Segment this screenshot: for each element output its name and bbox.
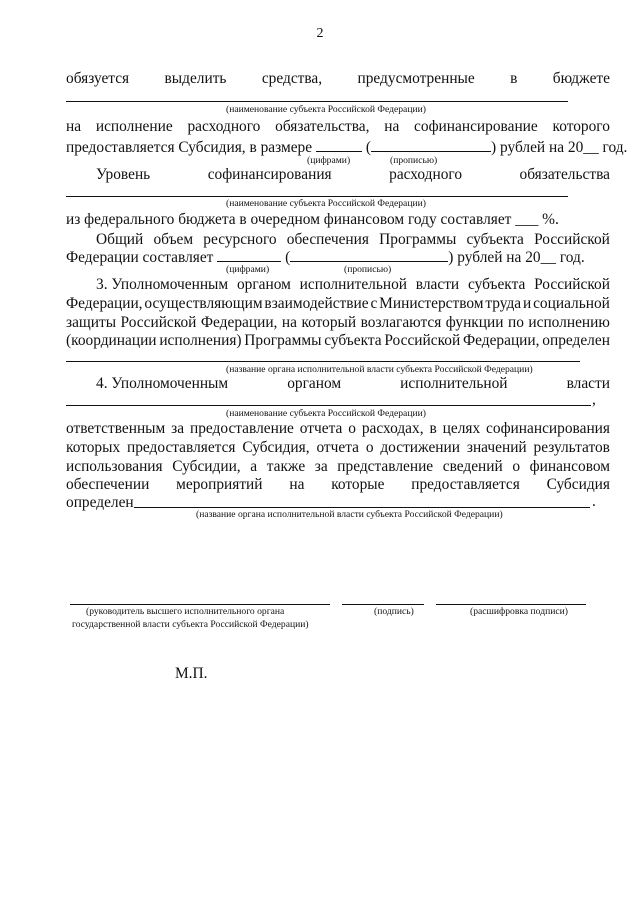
text-line-4: Уровень софинансирования расходного обязательства (96, 166, 610, 183)
sig-line-head (70, 604, 330, 605)
paragraph-4-line-4: использования Субсидии, а также за представление сведений о финансовом (66, 458, 610, 475)
amount-words-blank (371, 138, 491, 152)
sig-line-decoding (436, 604, 586, 605)
caption-subject-3: (наименование субъекта Российской Федерации) (226, 408, 426, 419)
period-mark: . (592, 493, 596, 510)
paragraph-3-line-3: защиты Российской Федерации, на который возлагаются функции по исполнению (66, 314, 610, 331)
fill-line-organ-1 (66, 361, 580, 362)
text-line-2: на исполнение расходного обязательства, на софинансирование которого (66, 118, 610, 135)
caption-head-1: (руководитель высшего исполнительного органа (86, 606, 285, 617)
caption-organ-1: (название органа исполнительной власти субъекта Российской Федерации) (226, 364, 533, 375)
caption-subject-2: (наименование субъекта Российской Федерации) (226, 198, 426, 209)
fill-line-subject-1 (66, 101, 568, 102)
comma-mark: , (592, 391, 596, 408)
caption-organ-2: (название органа исполнительной власти субъекта Российской Федерации) (196, 509, 503, 520)
caption-head-2: государственной власти субъекта Российской Федерации) (72, 619, 309, 630)
text-line-5: из федерального бюджета в очередном финансовом году составляет ___ %. (66, 211, 559, 228)
caption-digits-2: (цифрами) (226, 264, 270, 275)
caption-decoding: (расшифровка подписи) (470, 606, 568, 617)
caption-signature: (подпись) (374, 606, 414, 617)
sig-line-signature (342, 604, 424, 605)
caption-words-1: (прописью) (390, 155, 438, 166)
volume-words-blank (290, 248, 448, 262)
caption-words-2: (прописью) (344, 264, 392, 275)
caption-subject-1: (наименование субъекта Российской Федерации) (226, 104, 426, 115)
paragraph-4-line-3: которых предоставляется Субсидия, отчета о достижении значений результатов (66, 439, 610, 456)
amount-digits-blank (316, 138, 362, 152)
text-line-7: Федерации составляет ( ) рублей на 20__ год. (66, 249, 585, 266)
stamp-place: М.П. (175, 665, 208, 682)
text-line-6: Общий объем ресурсного обеспечения Программы субъекта Российской (96, 231, 610, 248)
paragraph-3-line-2: Федерации, осуществляющим взаимодействие с Министерством труда и социальной (66, 295, 610, 312)
paragraph-4-line-1: 4. Уполномоченным органом исполнительной власти (96, 375, 610, 392)
page-number: 2 (316, 26, 324, 41)
volume-digits-blank (217, 248, 281, 262)
caption-digits-1: (цифрами) (307, 155, 351, 166)
paragraph-4-line-2: ответственным за предоставление отчета о расходах, в целях софинансирования (66, 420, 610, 437)
fill-line-subject-2 (66, 196, 568, 197)
fill-line-organ-2 (134, 507, 590, 508)
paragraph-4-line-6: определен (66, 494, 134, 511)
text-line-3: предоставляется Субсидия, в размере ( ) рублей на 20__ год. (66, 139, 628, 156)
paragraph-3-line-4: (координации исполнения) Программы субъекта Российской Федерации, определен (66, 332, 610, 349)
paragraph-3-line-1: 3. Уполномоченным органом исполнительной власти субъекта Российской (96, 276, 610, 293)
paragraph-4-line-5: обеспечении мероприятий на которые предоставляется Субсидия (66, 476, 610, 493)
text-line-1: обязуется выделить средства, предусмотренные в бюджете (66, 70, 610, 87)
fill-line-subject-3 (66, 405, 591, 406)
